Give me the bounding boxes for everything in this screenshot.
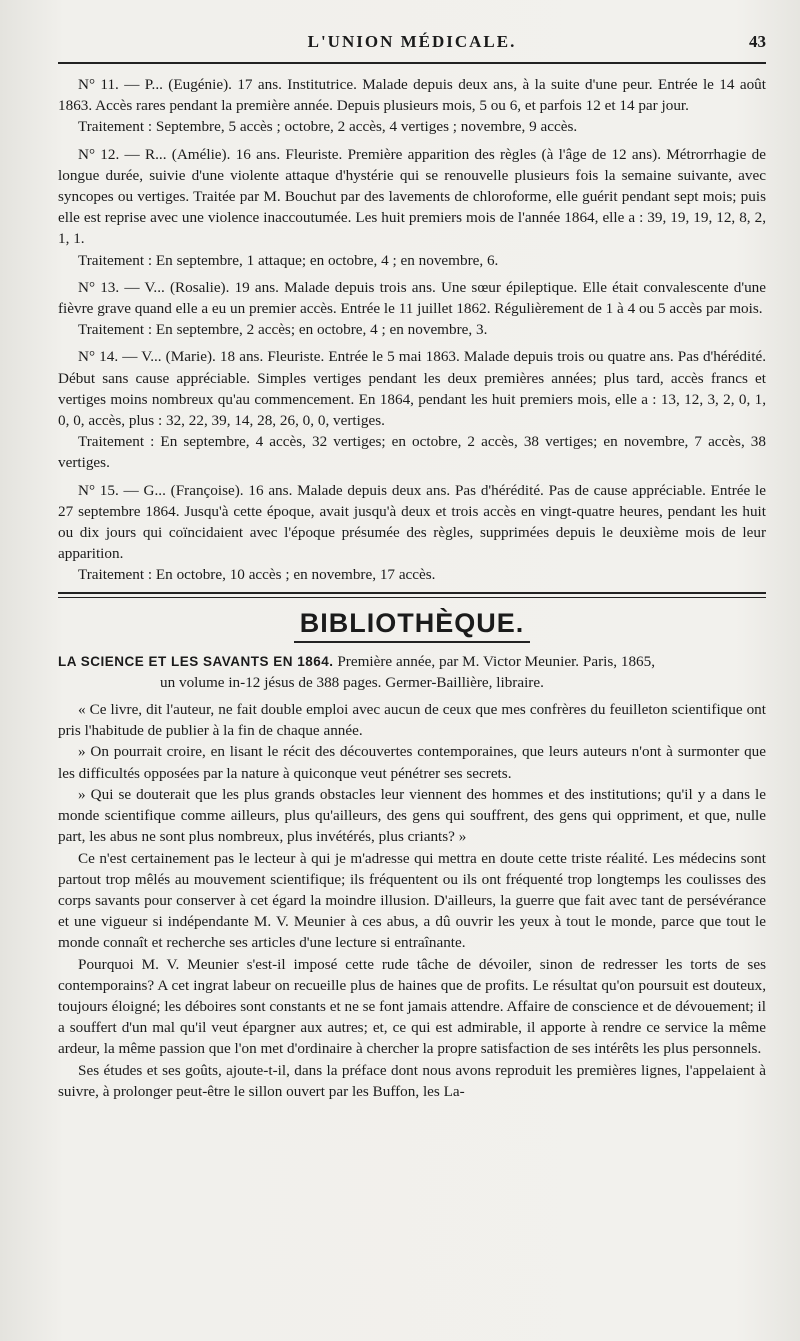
page-number: 43 bbox=[749, 32, 766, 51]
section-divider bbox=[58, 592, 766, 598]
case-description: N° 11. — P... (Eugénie). 17 ans. Institutrice. Malade depuis deux ans, à la suite d'une peur. Entrée le 14 août 1863. Accès rares pendant la première année. Depuis plusieurs mois, 5 ou 6, et parfois 12 et 14 par jour. bbox=[58, 76, 766, 115]
review-paragraph: Ses études et ses goûts, ajoute-t-il, dans la préface dont nous avons reproduit les premières lignes, l'appelaient à suivre, à prolonger peut-être le sillon ouvert par les Buffon, les La- bbox=[58, 1061, 766, 1100]
book-publisher-line: un volume in-12 jésus de 388 pages. Germer-Baillière, libraire. bbox=[160, 673, 544, 691]
case-description: N° 13. — V... (Rosalie). 19 ans. Malade depuis trois ans. Une sœur épileptique. Elle était convalescente d'une fièvre grave quand elle a eu un premier accès. Entrée le 11 juillet 1862. Régulièrement de 1 à 4 ou 5 accès par mois. bbox=[58, 278, 766, 318]
section-title bbox=[58, 608, 766, 643]
book-details: Première année, par M. Victor Meunier. Paris, 1865, bbox=[337, 652, 656, 670]
case-treatment: Traitement : En septembre, 2 accès; en octobre, 4 ; en novembre, 3. bbox=[78, 321, 488, 339]
case-description: N° 14. — V... (Marie). 18 ans. Fleuriste. Entrée le 5 mai 1863. Malade depuis trois ou quatre ans. Pas d'hérédité. Début sans cause appréciable. Simples vertiges pendant les deux premières années; plus tard, accès francs et vertiges moins nombreux qu'au commencement. En 1864, pendant les huit premiers mois, elle a : 13, 12, 3, 2, 0, 1, 0, 0, accès, plus : 32, 22, 39, 14, 28, 26, 0, 0, vertiges. bbox=[58, 348, 766, 430]
review-body bbox=[58, 699, 766, 1102]
case-treatment: Traitement : En septembre, 4 accès, 32 vertiges; en octobre, 2 accès, 38 vertiges; en novembre, 7 accès, 38 vertiges. bbox=[58, 433, 766, 472]
case-description: N° 12. — R... (Amélie). 16 ans. Fleuriste. Première apparition des règles (à l'âge de 12 ans). Métrorrhagie de longue durée, suivie d'une violente attaque d'hystérie qui se renouvelle plusieurs fois la semaine suivante, avec syncopes ou vertiges. Traitée par M. Bouchut par des lavements de chloroforme, elle guérit pendant sept mois; puis elle est reprise avec une violence inaccoutumée. Les huit premiers mois de l'année 1864, elle a : 39, 19, 19, 12, 8, 2, 1, 1. bbox=[58, 145, 766, 248]
case-description: N° 15. — G... (Françoise). 16 ans. Malade depuis deux ans. Pas d'hérédité. Pas de cause appréciable. Entrée le 27 septembre 1864. Jusqu'à cette époque, avait jusqu'à deux et trois accès en vingt-quatre heures, pendant les huit ou dix jours qui coïncidaient avec l'époque présumée des règles, supprimées depuis le deuxième mois de leur apparition. bbox=[58, 481, 766, 563]
review-paragraph: Pourquoi M. V. Meunier s'est-il imposé cette rude tâche de dévoiler, sinon de redresser les torts de ses contemporains? A cet ingrat labeur on recueille plus de haines que de profits. Le résultat qu'on poursuit est douteux, toujours éloigné; les déboires sont constants et ne se font jamais attendre. Affaire de conscience et de dévouement; il a souffert d'un mal qu'il veut épargner aux autres; et, ce qui est admirable, il apporte à rendre ce service la même ardeur, la même passion que l'on met d'ordinaire à chercher la propre satisfaction de ses intérêts les plus personnels. bbox=[58, 955, 766, 1058]
case-entry bbox=[58, 480, 766, 586]
case-entry bbox=[58, 346, 766, 473]
case-treatment: Traitement : Septembre, 5 accès ; octobre, 2 accès, 4 vertiges ; novembre, 9 accès. bbox=[78, 118, 578, 136]
running-title: L'UNION MÉDICALE. bbox=[307, 32, 517, 51]
case-treatment: Traitement : En septembre, 1 attaque; en octobre, 4 ; en novembre, 6. bbox=[78, 251, 499, 269]
section-title-text: BIBLIOTHÈQUE. bbox=[294, 608, 531, 643]
case-treatment: Traitement : En octobre, 10 accès ; en novembre, 17 accès. bbox=[78, 566, 436, 584]
book-reference-line bbox=[58, 651, 766, 672]
review-paragraph: Ce n'est certainement pas le lecteur à qui je m'adresse qui mettra en doute cette triste réalité. Les médecins sont partout trop mêlés au mouvement scientifique; ils fréquentent ou ils ont fréquenté trop longtemps les coulisses des corps savants pour conserver à cet égard la moindre illusion. D'ailleurs, la guerre que fait avec tant de persévérance et une vigueur si indépendante M. V. Meunier à ces abus, a dû ouvrir les yeux à tout le monde, parce que tout le monde connaît et recherche ses articles d'une lecture si entraînante. bbox=[58, 849, 766, 952]
header-rule bbox=[58, 62, 766, 64]
case-entry bbox=[58, 144, 766, 271]
review-paragraph: » On pourrait croire, en lisant le récit des découvertes contemporaines, que leurs auteurs n'ont à surmonter que les difficultés opposées par la nature à quiconque veut pénétrer ses secrets. bbox=[58, 743, 766, 782]
review-paragraph: » Qui se douterait que les plus grands obstacles leur viennent des hommes et des institutions; qu'il y a dans le monde scientifique comme ailleurs, plus qu'ailleurs, des gens qui souffrent, des gens qui oppriment, et que, nulle part, les abus ne sont plus nombreux, plus invétérés, plus criants? » bbox=[58, 785, 766, 846]
case-entry bbox=[58, 277, 766, 341]
book-title: LA SCIENCE ET LES SAVANTS EN 1864. bbox=[58, 653, 334, 669]
case-entry bbox=[58, 74, 766, 138]
case-list bbox=[58, 74, 766, 586]
book-reference bbox=[58, 651, 766, 693]
review-paragraph: « Ce livre, dit l'auteur, ne fait double emploi avec aucun de ceux que mes confrères du feuilleton scientifique ont pris l'habitude de publier à la fin de chaque année. bbox=[58, 701, 766, 740]
page-header bbox=[58, 28, 766, 56]
